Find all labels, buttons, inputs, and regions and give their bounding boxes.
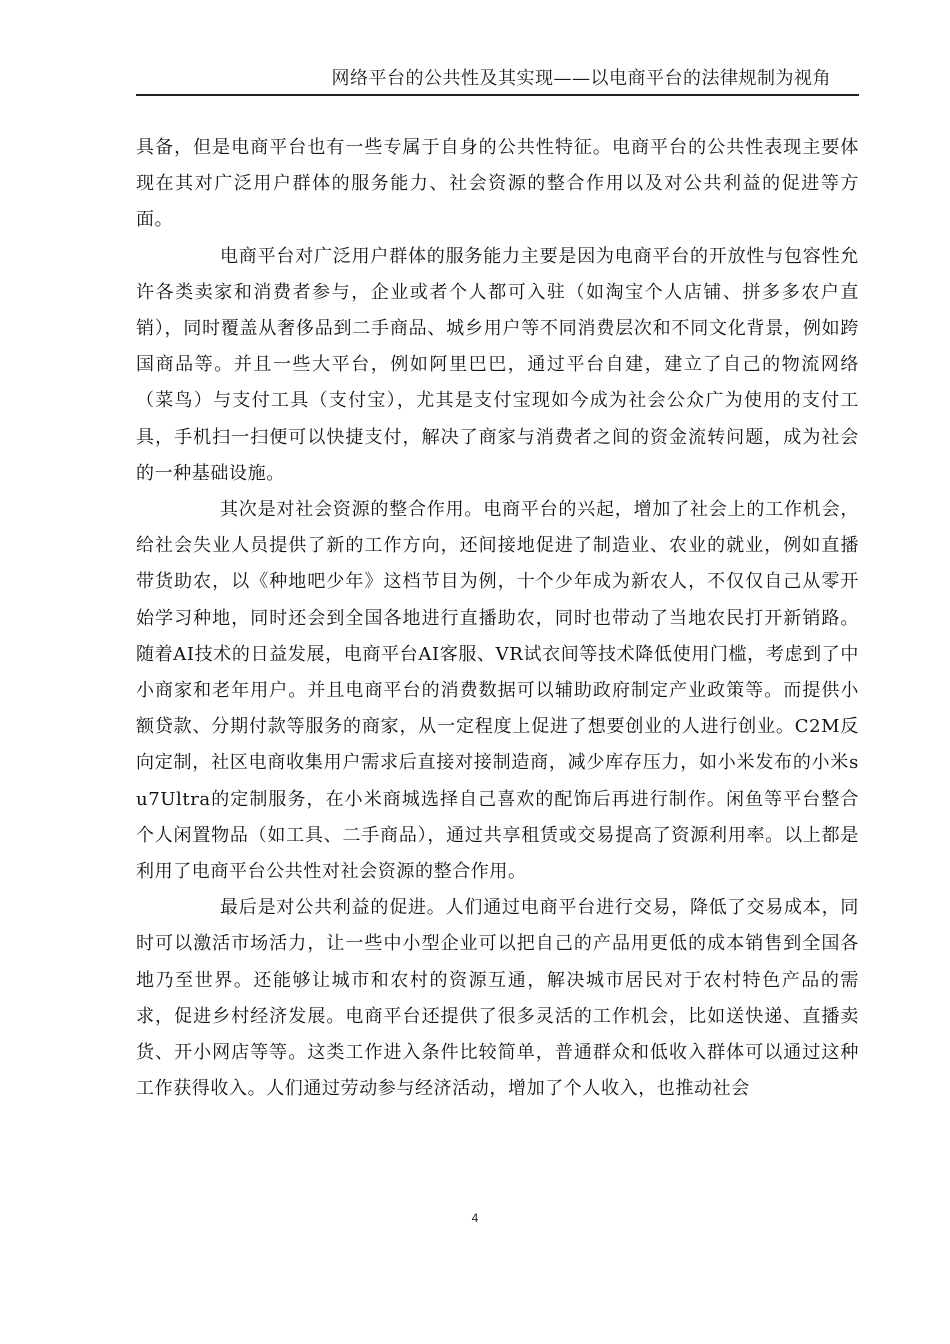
body-text [136,130,859,1107]
paragraph-resource-integration: 其次是对社会资源的整合作用。电商平台的兴起，增加了社会上的工作机会，给社会失业人员提供了新的工作方向，还间接地促进了制造业、农业的就业，例如直播带货助农，以《种地吧少年》这档节目为例，十个少年成为新农人，不仅仅自己从零开始学习种地，同时还会到全国各地进行直播助农，同时也带动了当地农民打开新销路。随着AI技术的日益发展，电商平台AI客服、VR试衣间等技术降低使用门槛，考虑到了中小商家和老年用户。并且电商平台的消费数据可以辅助政府制定产业政策等。而提供小额贷款、分期付款等服务的商家，从一定程度上促进了想要创业的人进行创业。C2M反向定制，社区电商收集用户需求后直接对接制造商，减少库存压力，如小米发布的小米su7Ultra的定制服务，在小米商城选择自己喜欢的配饰后再进行制作。闲鱼等平台整合个人闲置物品（如工具、二手商品），通过共享租赁或交易提高了资源利用率。以上都是利用了电商平台公共性对社会资源的整合作用。 [136,499,859,883]
page-header [136,66,859,96]
paragraph-public-interest: 最后是对公共利益的促进。人们通过电商平台进行交易，降低了交易成本，同时可以激活市场活力，让一些中小型企业可以把自己的产品用更低的成本销售到全国各地乃至世界。还能够让城市和农村的资源互通，解决城市居民对于农村特色产品的需求，促进乡村经济发展。电商平台还提供了很多灵活的工作机会，比如送快递、直播卖货、开小网店等等。这类工作进入条件比较简单，普通群众和低收入群体可以通过这种工作获得收入。人们通过劳动参与经济活动，增加了个人收入，也推动社会 [136,897,859,1100]
header-title: 网络平台的公共性及其实现——以电商平台的法律规制为视角 [331,68,831,89]
paragraph-continuation: 具备，但是电商平台也有一些专属于自身的公共性特征。电商平台的公共性表现主要体现在其对广泛用户群体的服务能力、社会资源的整合作用以及对公共利益的促进等方面。 [136,137,859,231]
page-number: 4 [471,1211,479,1225]
paragraph-user-service: 电商平台对广泛用户群体的服务能力主要是因为电商平台的开放性与包容性允许各类卖家和消费者参与，企业或者个人都可入驻（如淘宝个人店铺、拼多多农户直销），同时覆盖从奢侈品到二手商品、城乡用户等不同消费层次和不同文化背景，例如跨国商品等。并且一些大平台，例如阿里巴巴，通过平台自建，建立了自己的物流网络（菜鸟）与支付工具（支付宝），尤其是支付宝现如今成为社会公众广为使用的支付工具，手机扫一扫便可以快捷支付，解决了商家与消费者之间的资金流转问题，成为社会的一种基础设施。 [136,245,859,484]
